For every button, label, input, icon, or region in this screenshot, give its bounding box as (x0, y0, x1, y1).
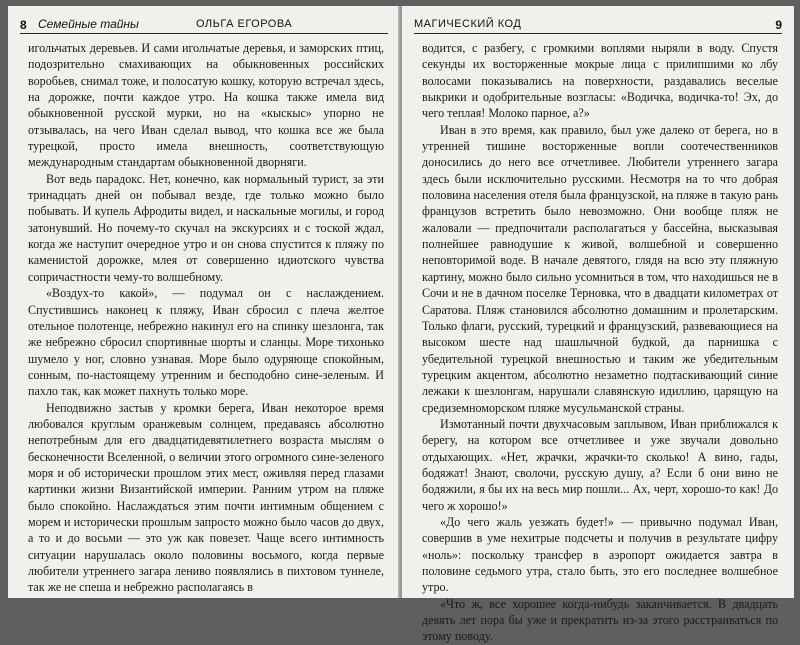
paragraph: водится, с разбегу, с громкими воплями ныряли в воду. Спустя секунды их восторженные мокрые лица с прилипшими ко лбу волосами показывались на поверхности, раздавались веселые выкрики и одобрительные возгласы: «Водичка, водичка-то! Эх, до чего теплая! Молоко парное, а?» (422, 41, 778, 121)
series-title: Семейные тайны (38, 17, 139, 31)
author-name: ОЛЬГА ЕГОРОВА (196, 18, 293, 30)
paragraph: «Что ж, все хорошее когда-нибудь заканчивается. В двадцать девять лет пора бы уже и прекратить из-за этого расстраиваться по этому поводу. (422, 596, 778, 644)
paragraph: Измотанный почти двухчасовым заплывом, Иван приближался к берегу, на котором все отчетливее и уже звучали довольно отдыхающих. «Нет, жрачки, жрачки-то сколько! А вино, гады, бодяжат! Знают, сволочи, русскую душу, а? Если б они вино не бодяжили, я бы их на весь мир пошли... Ах, черт, хорошо-то как! До чего ж хорошо!» (422, 416, 778, 513)
paragraph: «До чего жаль уезжать будет!» — привычно подумал Иван, совершив в уме нехитрые подсчеты и получив в результате цифру «ноль»: поскольку трансфер в аэропорт ожидается завтра в половине седьмого утра, стало быть, это его последнее волшебное утро. (422, 514, 778, 595)
left-running-header (20, 12, 388, 34)
paragraph: Иван в это время, как правило, был уже далеко от берега, но в утренней тишине восторженные вопли соотечественников доносились до него все отчетливее. Любители утреннего загара здесь были исключительно русскими. Несмотря на то что добрая половина населения отеля была французской, на пляже в такую рань французов встретить было невозможно. Они вообще пляж не жаловали — предпочитали располагаться у бассейна, высказывая полнейшее равнодушие к живой, волшебной и совершенно неповторимой воде. В начале девятого, глядя на всю эту пляжную картину, можно было сильно усомниться в том, что находишься не в Сочи и не в дачном поселке Терновка, что в двадцати километрах от Саратова. Пляж становился абсолютно домашним и пролетарским. Только флаги, русский, турецкий и французский, развевающиеся на высоком шесте над шашлычной будкой, да парнишка с убедительной турецкой внешностью и таким же убедительным турецким акцентом, абсолютно незаметно подтаскивающий синие лежаки к шезлонгам, нарушали славянскую идиллию, царящую на средиземноморском пляже мусульманской страны. (422, 122, 778, 415)
right-page-text (422, 40, 778, 645)
left-page (8, 6, 400, 598)
paragraph: Неподвижно застыв у кромки берега, Иван некоторое время любовался круглым оранжевым солнцем, предаваясь абсолютно непотребным для его двадцатидевятилетнего возраста мыслям о бесконечности Вселенной, о величии этого огромного сине-зеленого моря и об исторически прошлом этих мест, оживляя перед глазами картинки жизни Византийской империи. Ранним утром на пляже было спокойно. Наслаждаться этим почти интимным общением с морем и исторически прошлым запросто можно было часов до двух, а то и до восьми — это уж как повезет. Чаще всего интимность ситуации нарушалась около половины восьмого, когда первые любители утреннего загара лениво появлялись в пихтовом туннеле, так же не спеша и небрежно располагаясь в (28, 400, 384, 595)
left-page-text (28, 40, 384, 596)
right-running-header (414, 12, 782, 34)
left-page-number: 8 (20, 18, 27, 32)
right-page (402, 6, 794, 644)
chapter-title: МАГИЧЕСКИЙ КОД (414, 18, 522, 30)
paragraph: Вот ведь парадокс. Нет, конечно, как нормальный турист, за эти тринадцать дней он побывал везде, где только можно было побывать. И купель Афродиты видел, и наскальные могилы, и город затонувший. Но почему-то скучал на экскурсиях и с тоской ждал, когда же наступит очередное утро и он снова спустится к пляжу по каменистой дорожке, млея от совершенно идиотского чувства сопричастности чему-то волшебному. (28, 171, 384, 284)
right-page-number: 9 (775, 18, 782, 32)
paragraph: игольчатых деревьев. И сами игольчатые деревья, и заморских птиц, подозрительно смахивающих на обыкновенных российских воробьев, снимал тоже, и полосатую кошку, которую встречал здесь, на дорожке, почти каждое утро. На кошка также имела вид обыкновенной русской мурки, но на «кыскыс» упорно не отзывалась, на чего Иван сделал вывод, что кошка все же была турецкой, просто имела внешность, соответствующую международным стандартам обыкновенной дворняги. (28, 41, 384, 170)
header-rule (414, 33, 782, 34)
paragraph: «Воздух-то какой», — подумал он с наслаждением. Спустившись наконец к пляжу, Иван сбросил с плеча желтое отельное полотенце, небрежно накинул его на спинку шезлонга, так же небрежно сбросил спортивные шорты и сланцы. Море тихонько шумело у ног, словно узнавая. Море было одуряюще спокойным, сонным, по-настоящему утренним и бесподобно сине-зеленым. И пахло так, как может пахнуть только море. (28, 286, 384, 399)
header-rule (20, 33, 388, 34)
